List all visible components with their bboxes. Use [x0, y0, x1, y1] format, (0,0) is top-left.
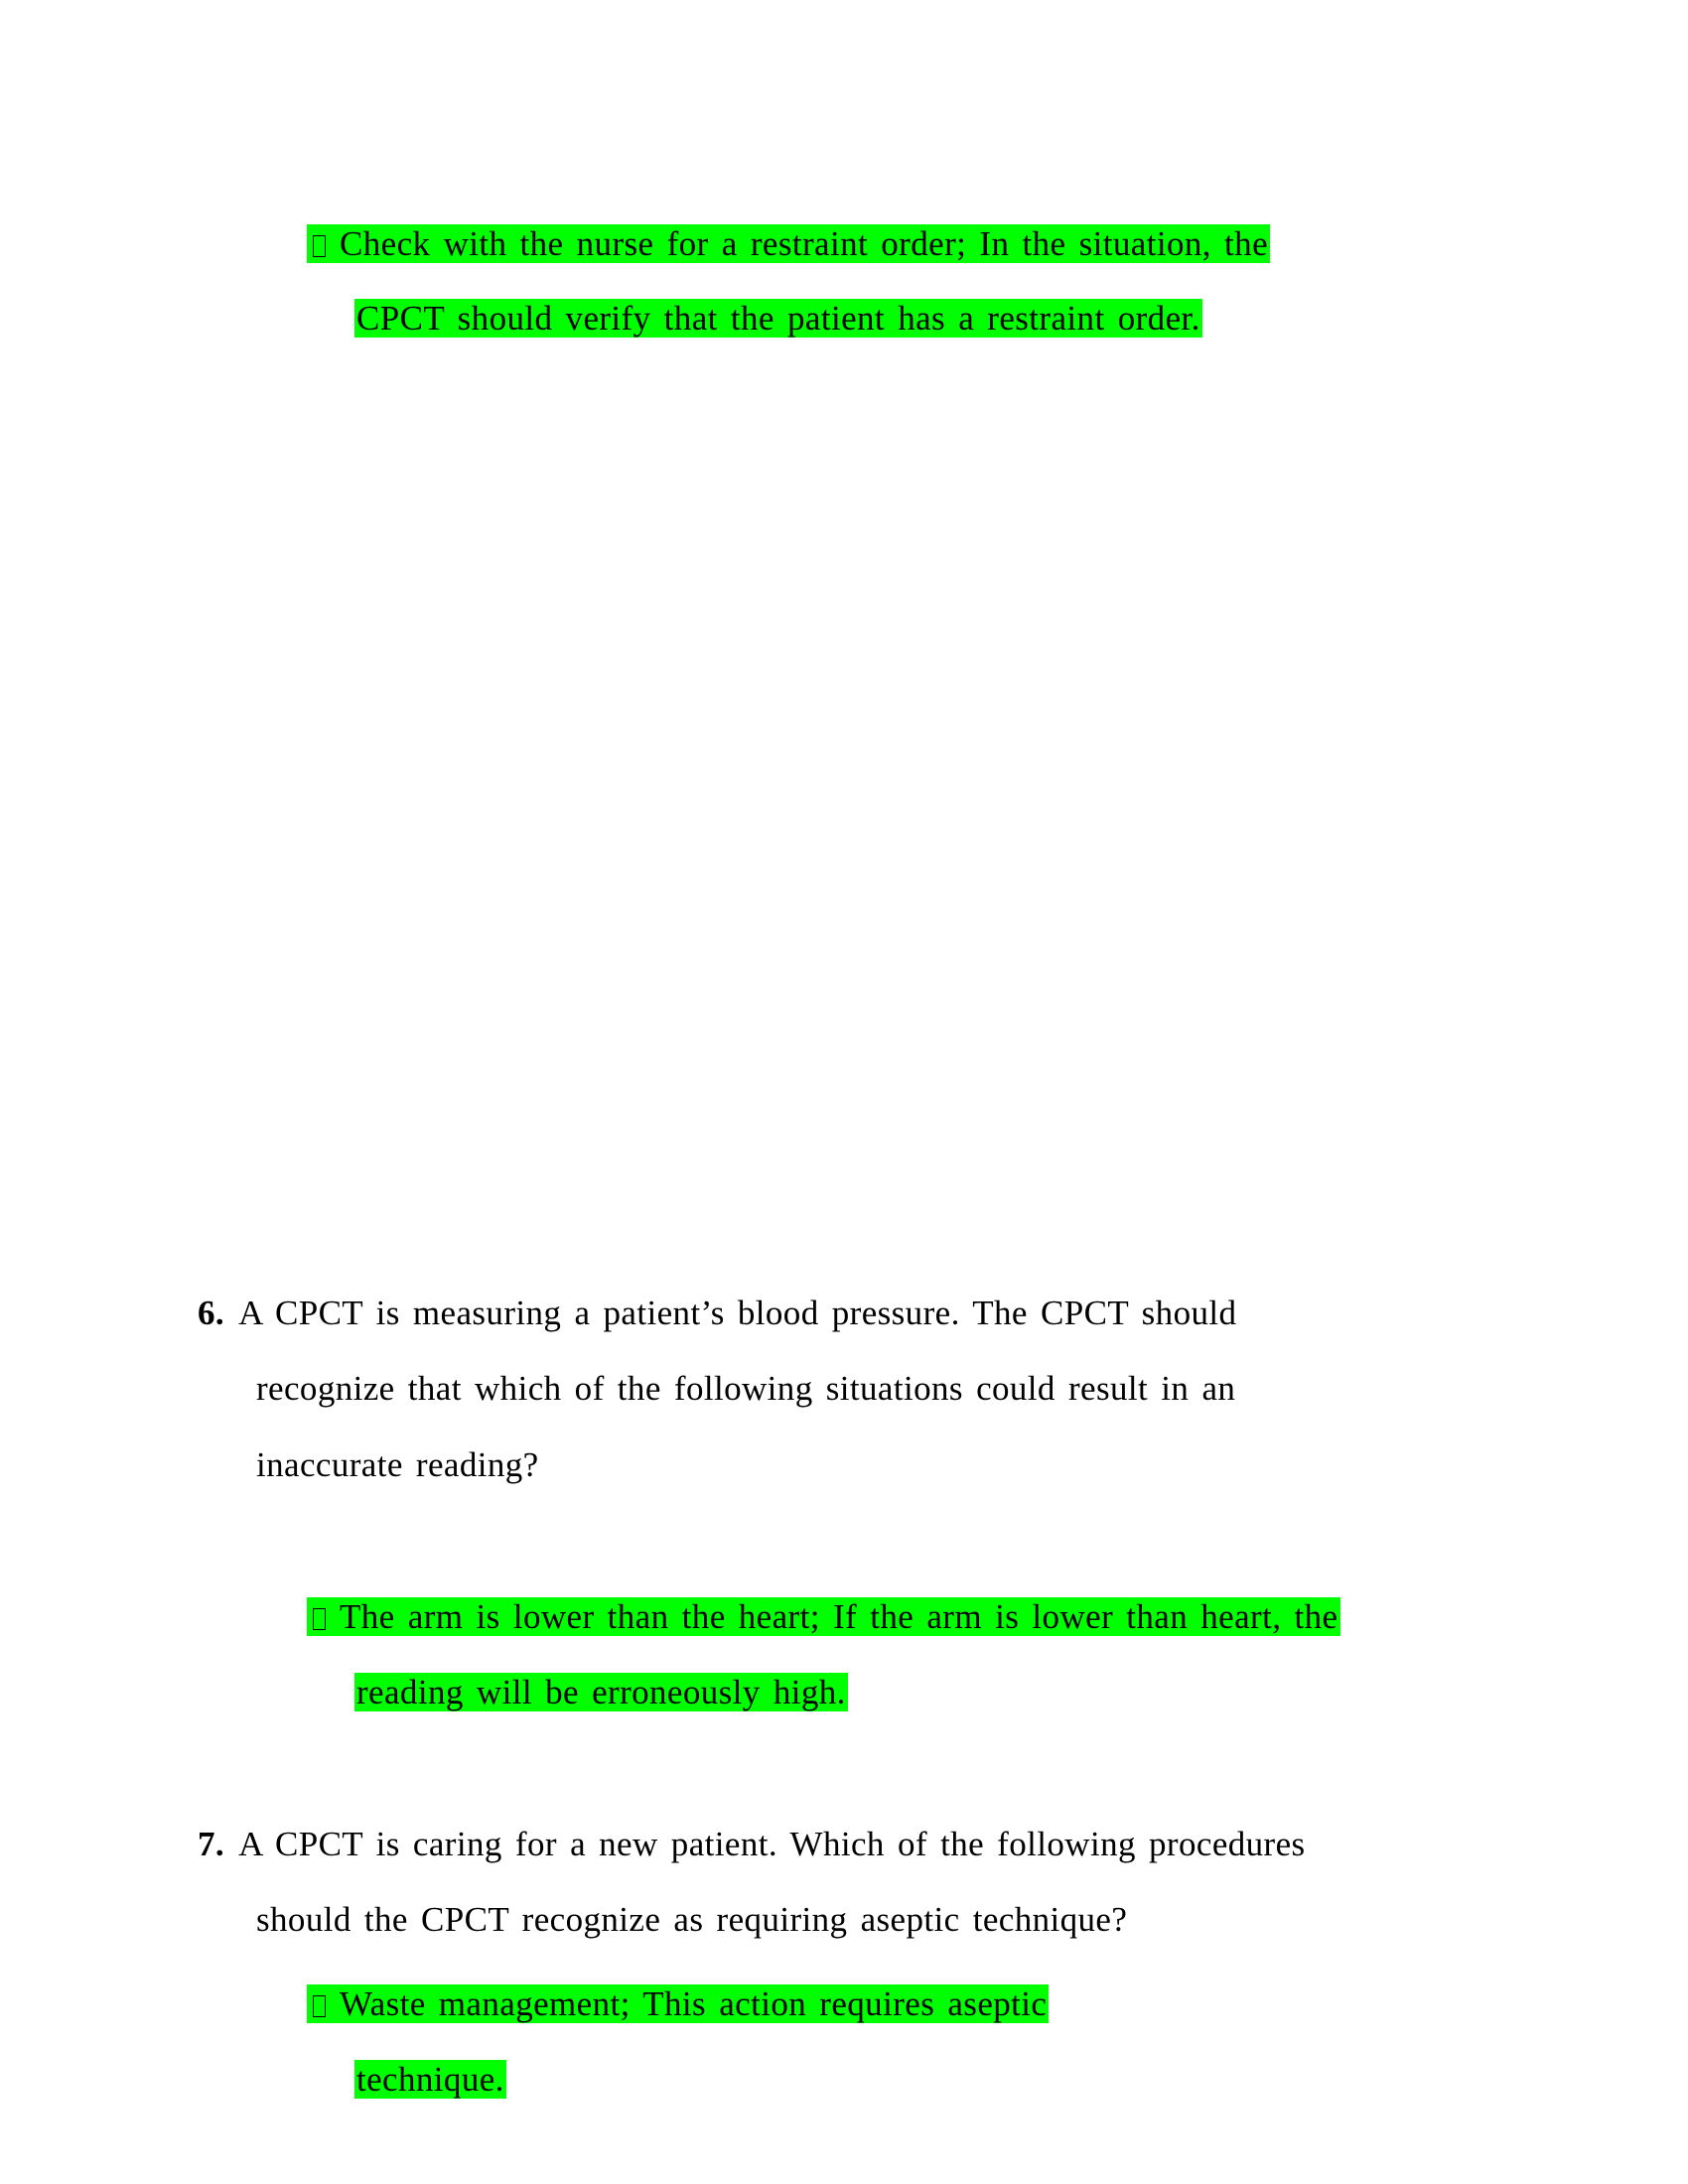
- checkbox-icon: [313, 1608, 326, 1630]
- answer-6-line-1: [307, 1595, 1340, 1639]
- question-6-line-1: 6. A CPCT is measuring a patient’s blood pressure. The CPCT should: [198, 1294, 1237, 1332]
- answer-highlight: The arm is lower than the heart; If the arm is lower than heart, the: [307, 1597, 1340, 1636]
- checkbox-icon: [313, 235, 326, 257]
- checkbox-icon: [313, 1995, 326, 2017]
- answer-highlight: Waste management; This action requires aseptic: [307, 1984, 1049, 2023]
- answer-highlight: reading will be erroneously high.: [356, 1673, 846, 1711]
- question-number: 7.: [198, 1825, 225, 1863]
- answer-5-line-1: [307, 222, 1270, 266]
- answer-highlight: Check with the nurse for a restraint order; In the situation, the: [307, 224, 1270, 263]
- answer-7-line-2: [354, 2058, 506, 2102]
- answer-highlight: technique.: [356, 2060, 504, 2099]
- answer-5-line-2: [354, 297, 1202, 341]
- answer-6-line-2: [354, 1671, 848, 1714]
- question-7-line-2: should the CPCT recognize as requiring aseptic technique?: [256, 1900, 1128, 1939]
- question-6-line-3: inaccurate reading?: [256, 1445, 539, 1484]
- question-number: 6.: [198, 1294, 225, 1332]
- question-6-line-2: recognize that which of the following situations could result in an: [256, 1369, 1236, 1408]
- answer-highlight: CPCT should verify that the patient has a restraint order.: [356, 299, 1200, 338]
- answer-7-line-1: [307, 1982, 1049, 2026]
- question-7-line-1: 7. A CPCT is caring for a new patient. Which of the following procedures: [198, 1825, 1306, 1863]
